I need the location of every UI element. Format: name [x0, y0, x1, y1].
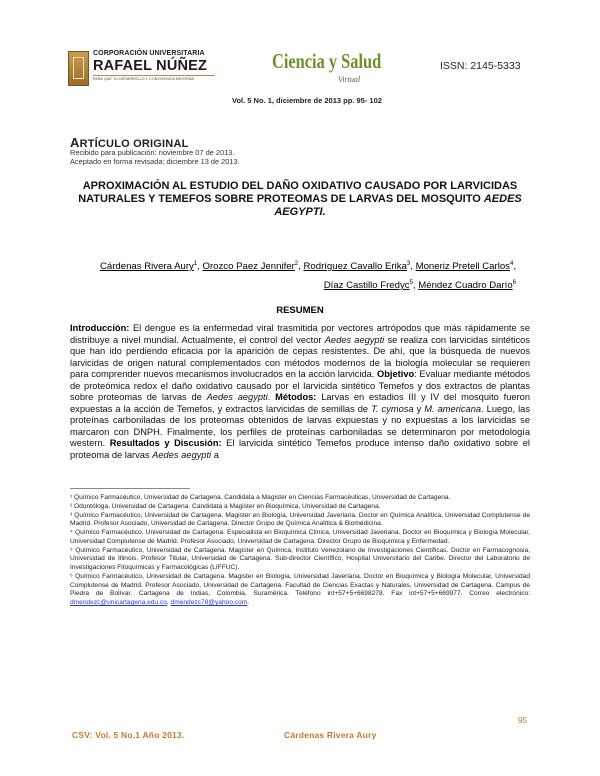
- author-link[interactable]: Méndez Cuadro Darío: [418, 280, 513, 292]
- volume-info: Vol. 5 No. 1, diciembre de 2013 pp. 95- 102: [232, 96, 382, 105]
- received-date: Recibido para publicación: noviembre 07 de 2013.: [70, 148, 235, 157]
- email-link[interactable]: dmendezc@unicartagena.edu.co: [70, 599, 167, 606]
- footnote: ⁵ Químico Farmacéutico, Universidad de Cartagena. Magister en Química, Instituto Venezolano de Investigaciones Científicas. Doctor en Farmacognosia, Universidad de Illinois. Profesor Titular, Universidad de Cartagena. Sub-director Científico, Hospital Universitario del Caribe. Director del Laboratorio de Investigaciones Fitoquímicas y Farmacológicas (LIFFUC).: [70, 546, 530, 571]
- logo-line-3: PARA QUE TU DESARROLLO Y CONVIVENCIA MEJORAN: [93, 77, 195, 81]
- author-link[interactable]: Rodríguez Cavallo Erika: [303, 261, 407, 273]
- footnotes: [70, 494, 530, 608]
- footnote: ⁴ Químico Farmacéutico, Universidad de Cartagena. Especialista en Bioquímica Clínica, Universidad Javeriana. Doctor en Bioquímica y Biología Molecular, Universidad Complutense de Madrid. Profesor Asociado, Universidad de Cartagena. Director Grupo de Bioquímica y Enfermedad.: [70, 529, 530, 545]
- accepted-date: Aceptado en forma revisada: diciembre 13 de 2013.: [70, 157, 240, 166]
- email-link[interactable]: dmendezc78@yahoo.com: [170, 599, 248, 606]
- abstract-body: Introducción: El dengue es la enfermedad viral trasmitida por vectores artrópodos que más rápidamente se distribuye a nivel mundial. Actualmente, el control del vector Aedes aegypti se realiza con larvicidas sintéticos que han ido perdiendo eficacia por la aparición de cepas resistentes. De ahí, que la búsqueda de nuevos larvicidas de origen natural complementados con métodos modernos de la biología molecular se requieren para comprender nuevos mecanismos involucrados en la acción larvicida. Objetivo: Evaluar mediante métodos de proteómica redox el daño oxidativo causado por el larvicida sintético Temefos y dos extractos de plantas sobre proteomas de larvas de Aedes aegypti. Métodos: Larvas en estadios III y IV del mosquito fueron expuestas a la acción de Temefos, y extractos larvicidas de semillas de T. cymosa y M. americana. Luego, las proteínas carboniladas de los proteomas obtenidos de larvas expuestas y no expuestas a los larvicidas se marcaron con DNPH. Finalmente, los perfiles de proteínas carboniladas se determinaron por metodología western. Resultados y Discusión: El larvicida sintético Temefos produce intenso daño oxidativo sobre el proteoma de larvas Aedes aegypti a: [70, 323, 530, 460]
- journal-name: Ciencia y Salud: [272, 49, 382, 73]
- author-link[interactable]: Díaz Castillo Fredyc: [323, 280, 410, 292]
- author-link[interactable]: Moneriz Pretell Carlos: [415, 261, 510, 273]
- footnote: ⁶ Químico Farmacéutico, Universidad de Cartagena. Magister en Biología, Universidad Javeriana. Doctor en Bioquímica y Biología Molecular, Universidad Complutense de Madrid. Profesor Asociado, Universidad de Cartagena. Facultad de Ciencias Exactas y Naturales, Universidad de Cartagena. Campus de Piedra de Bolívar. Cartagena de Indias, Colombia, Suramérica. Teléfono int+57+5+6698278. Fax int+57+5+669977. Correo electrónico: dmendezc@unicartagena.edu.co, dmendezc78@yahoo.com.: [70, 572, 530, 606]
- page-number: 95: [518, 716, 527, 725]
- footnote: ² Odontóloga, Universidad de Cartagena. Candidata a Magister en Bioquímica, Universidad de Cartagena.: [70, 502, 381, 510]
- article-type: ARTÍCULO ORIGINAL: [70, 135, 189, 150]
- running-author: Cárdenas Rivera Aury: [284, 730, 377, 740]
- logo-line-2: RAFAEL NÚÑEZ: [93, 58, 208, 74]
- journal-subtitle: Virtual: [338, 75, 361, 84]
- journal-reference: CSV: Vol. 5 No.1 Año 2013.: [72, 730, 185, 740]
- issn: ISSN: 2145-5333: [440, 60, 521, 72]
- author-link[interactable]: Cárdenas Rivera Aury: [99, 261, 194, 273]
- abstract-heading: RESUMEN: [276, 305, 324, 316]
- author-list: Cárdenas Rivera Aury$^1$, Orozco Paez Jennifer$^2$, Rodríguez Cavallo Erika$^3$, Moneriz Pretell Carlos$^4$, Díaz Castillo Fredyc$^5$, Méndez Cuadro Darío$^6$: [99, 261, 516, 292]
- footnote: ¹ Químico Farmacéutico, Universidad de Cartagena. Candidata a Magister en Ciencias Farmacéuticas, Universidad de Cartagena.: [70, 494, 451, 501]
- article-title: APROXIMACIÓN AL ESTUDIO DEL DAÑO OXIDATIVO CAUSADO POR LARVICIDAS NATURALES Y TEMEFOS SOBRE PROTEOMAS DE LARVAS DEL MOSQUITO AEDES AEGYPTI.: [78, 180, 522, 218]
- author-link[interactable]: Orozco Paez Jennifer: [202, 261, 295, 273]
- university-logo: [68, 50, 218, 90]
- footnote: ³ Químico Farmacéutico, Universidad de Cartagena. Magister en Biología, Universidad Javeriana. Doctor en Química Analítica, Universidad Complutense de Madrid. Profesor Asociado, Universidad de Cartagena. Director Grupo de Química Analítica & Biomédicina.: [70, 511, 530, 528]
- logo-line-1: CORPORACIÓN UNIVERSITARIA: [93, 50, 205, 57]
- university-crest-icon: [68, 51, 89, 86]
- footnote-divider: [70, 488, 190, 489]
